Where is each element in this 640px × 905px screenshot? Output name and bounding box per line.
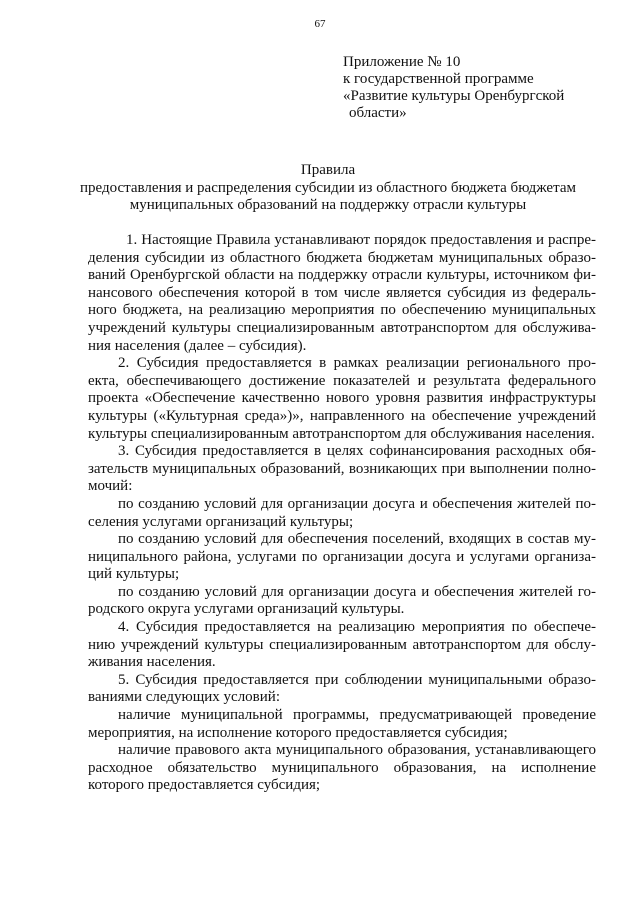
appendix-program-name: «Развитие культуры Оренбургской xyxy=(343,88,565,104)
title-line-2: муниципальных образований на поддержку отрасли культуры xyxy=(129,197,527,213)
appendix-number: Приложение № 10 xyxy=(343,54,461,70)
appendix-program-ref: к государственной программе xyxy=(343,71,534,87)
paragraph-3-item-2: по созданию условий для обеспечения поселений, входящих в состав муниципального района, услугами по организации досуга и услугами организаций культуры; xyxy=(88,531,596,583)
paragraph-5: 5. Субсидия предоставляется при соблюдении муниципальными образованиями следующих условий: xyxy=(88,671,596,706)
document-body xyxy=(88,232,596,795)
paragraph-4: 4. Субсидия предоставляется на реализацию мероприятия по обеспечению учреждений культуры специализированным автотранспортом для обслуживания населения. xyxy=(88,619,596,671)
document-title xyxy=(60,162,596,215)
appendix-region: области» xyxy=(349,105,407,121)
title-line-1: предоставления и распределения субсидии из областного бюджета бюджетам xyxy=(80,179,576,196)
paragraph-3-item-1: по созданию условий для организации досуга и обеспечения жителей поселения услугами организаций культуры; xyxy=(88,495,596,530)
title-heading: Правила xyxy=(300,162,356,178)
paragraph-5-item-1: наличие муниципальной программы, предусматривающей проведение мероприятия, на исполнение которого предоставляется субсидия; xyxy=(88,707,596,741)
paragraph-1: 1. Настоящие Правила устанавливают порядок предоставления и распределения субсидии из областного бюджета бюджетам муниципальных образований Оренбургской области на поддержку отрасли культуры, источником финансового обеспечения которой в том числе является субсидия из федерального бюджета, на реализацию мероприятия по обеспечению муниципальных учреждений культуры специализированным автотранспортом для обслуживания населения (далее – субсидия). xyxy=(88,232,596,354)
paragraph-5-item-2: наличие правового акта муниципального образования, устанавливающего расходное обязательство муниципального образования, на исполнение которого предоставляется субсидия; xyxy=(88,742,596,794)
paragraph-2: 2. Субсидия предоставляется в рамках реализации регионального проекта, обеспечивающего достижение показателей и результата федерального проекта «Обеспечение качественно нового уровня развития инфраструктуры культуры («Культурная среда»)», направленного на обеспечение учреждений культуры специализированным автотранспортом для обслуживания населения. xyxy=(88,355,596,442)
paragraph-3: 3. Субсидия предоставляется в целях софинансирования расходных обязательств муниципальных образований, возникающих при выполнении полномочий: xyxy=(88,443,596,495)
page-number: 67 xyxy=(314,18,326,30)
paragraph-3-item-3: по созданию условий для организации досуга и обеспечения жителей городского округа услугами организаций культуры. xyxy=(88,583,596,618)
appendix-header xyxy=(343,54,633,122)
